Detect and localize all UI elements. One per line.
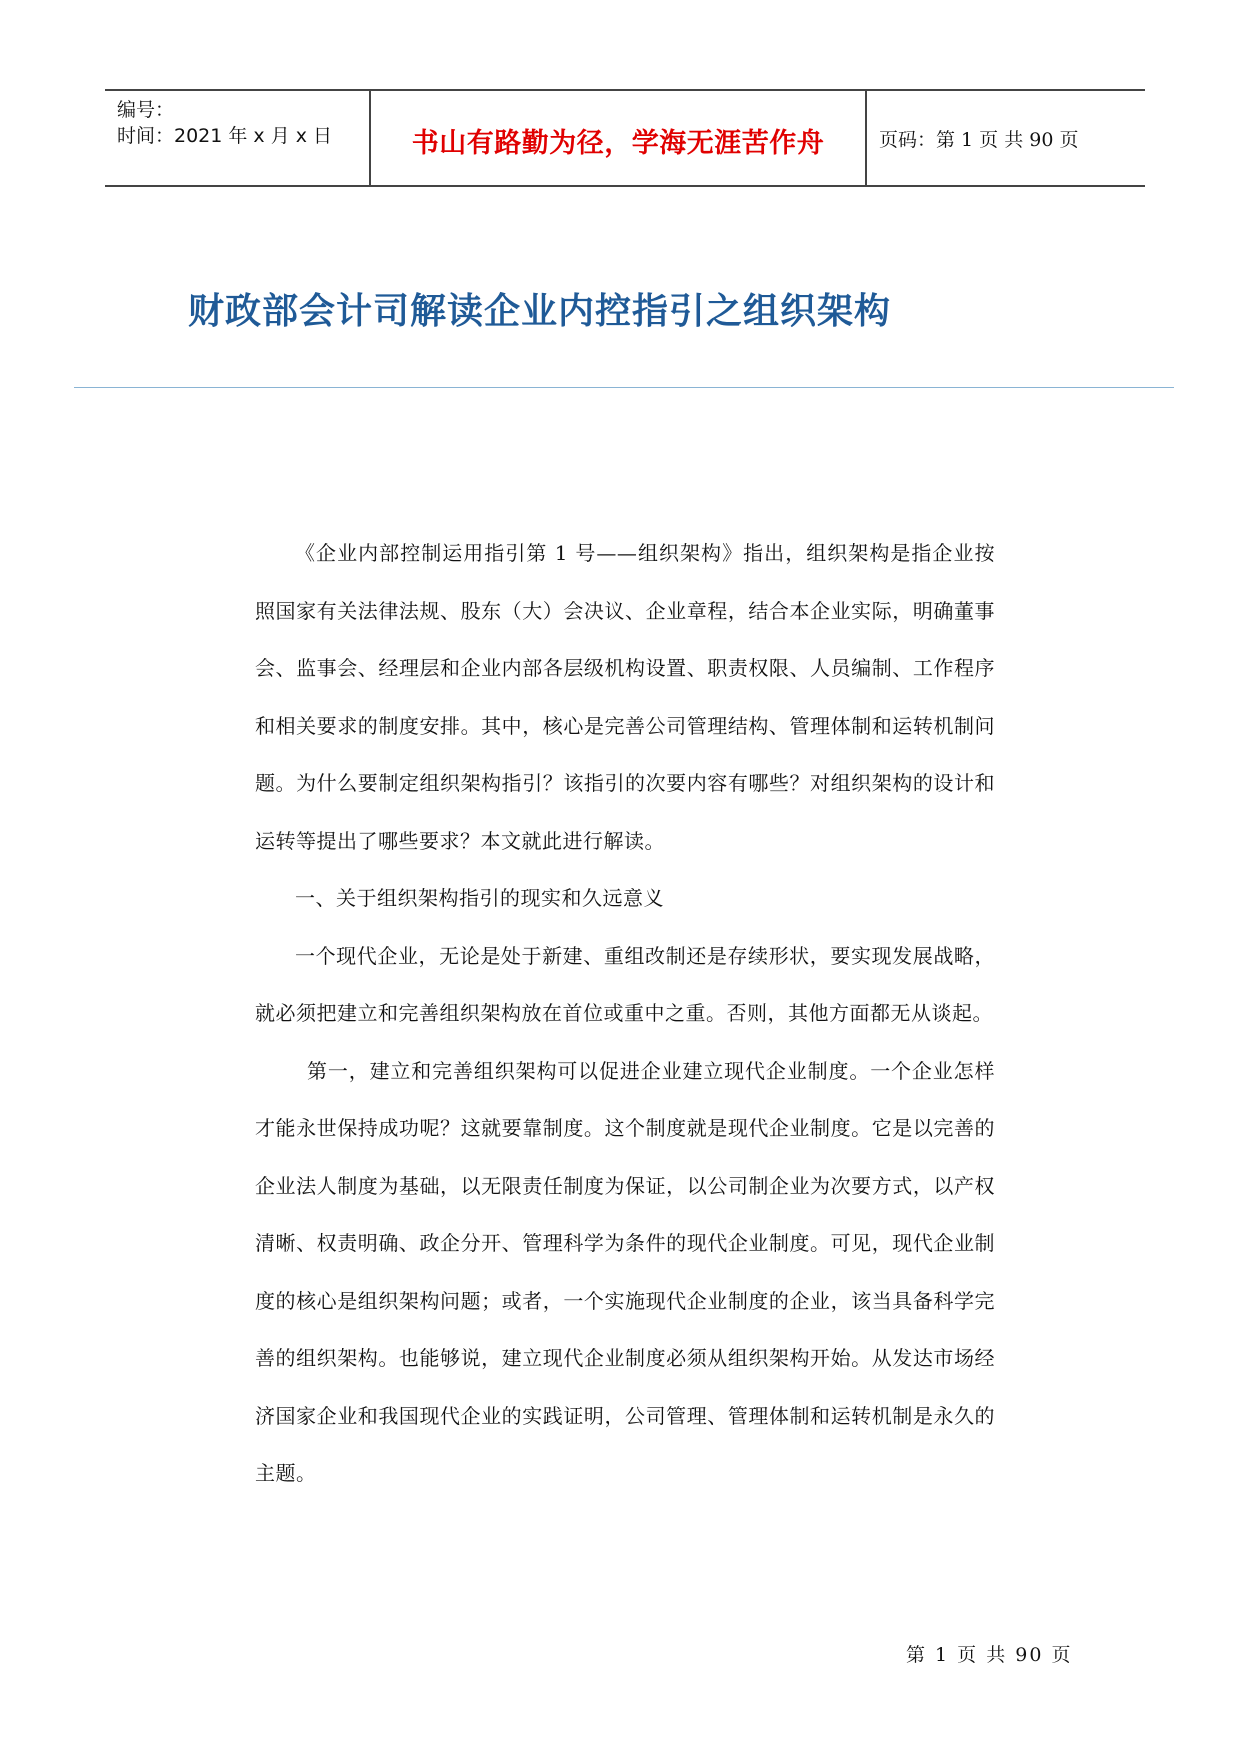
header-table: [105, 89, 1145, 187]
header-info-cell: [105, 91, 371, 185]
document-title: 财政部会计司解读企业内控指引之组织架构: [188, 291, 892, 332]
paragraph: 一个现代企业，无论是处于新建、重组改制还是存续形状，要实现发展战略，就必须把建立和完善组织架构放在首位或重中之重。否则，其他方面都无从谈起。: [255, 943, 995, 1025]
header-page-cell: [867, 91, 1145, 185]
document-number: 编号：: [117, 99, 175, 121]
motto: 书山有路勤为径，学海无涯苦作舟: [411, 128, 825, 159]
page-counter: 页码：第 1 页 共 90 页: [879, 129, 1079, 151]
header-motto-cell: [371, 91, 867, 185]
document-body: [255, 525, 995, 1503]
section-heading: 一、关于组织架构指引的现实和久远意义: [295, 886, 664, 910]
paragraph: 《企业内部控制运用指引第 1 号——组织架构》指出，组织架构是指企业按照国家有关法律法规、股东（大）会决议、企业章程，结合本企业实际，明确董事会、监事会、经理层和企业内部各层级机构设置、职责权限、人员编制、工作程序和相关要求的制度安排。其中，核心是完善公司管理结构、管理体制和运转机制问题。为什么要制定组织架构指引？该指引的次要内容有哪些？对组织架构的设计和运转等提出了哪些要求？本文就此进行解读。: [255, 541, 995, 853]
paragraph: 第一，建立和完善组织架构可以促进企业建立现代企业制度。一个企业怎样才能永世保持成功呢？这就要靠制度。这个制度就是现代企业制度。它是以完善的企业法人制度为基础，以无限责任制度为保证，以公司制企业为次要方式，以产权清晰、权责明确、政企分开、管理科学为条件的现代企业制度。可见，现代企业制度的核心是组织架构问题；或者，一个实施现代企业制度的企业，该当具备科学完善的组织架构。也能够说，建立现代企业制度必须从组织架构开始。从发达市场经济国家企业和我国现代企业的实践证明，公司管理、管理体制和运转机制是永久的主题。: [255, 1058, 995, 1485]
title-divider: [74, 387, 1174, 388]
page-footer: 第 1 页 共 90 页: [906, 1644, 1073, 1666]
document-time: 时间：2021 年 x 月 x 日: [117, 125, 333, 147]
